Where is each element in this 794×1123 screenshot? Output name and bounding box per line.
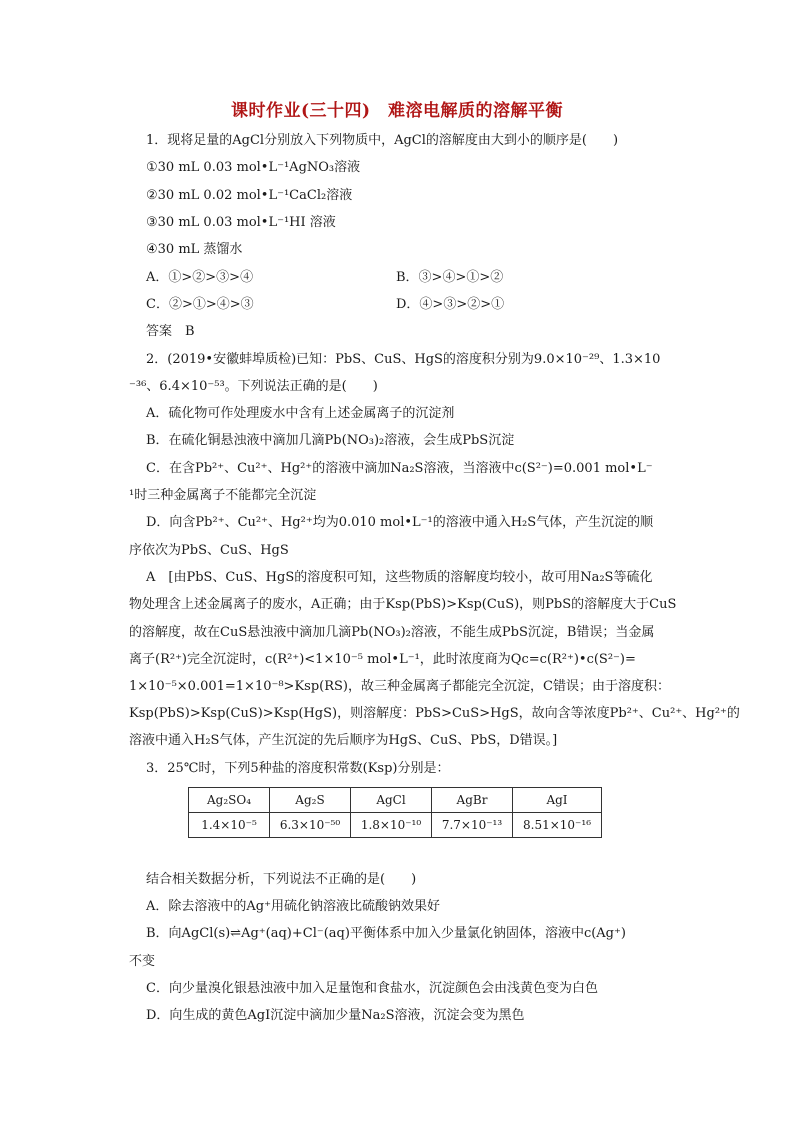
q2-explanation-line: 的溶解度，故在CuS悬浊液中滴加几滴Pb(NO₃)₂溶液，不能生成PbS沉淀，B错误；当金属 bbox=[129, 625, 655, 640]
table-header-cell: AgCl bbox=[351, 788, 432, 813]
q2-option-c-line1: C．在含Pb²⁺、Cu²⁺、Hg²⁺的溶液中滴加Na₂S溶液，当溶液中c(S²⁻)=0.001 mol•L⁻ bbox=[146, 461, 653, 476]
table-cell: 1.8×10⁻¹⁰ bbox=[351, 813, 432, 838]
q3-option-c: C．向少量溴化银悬浊液中加入足量饱和食盐水，沉淀颜色会由浅黄色变为白色 bbox=[146, 981, 598, 996]
q2-explanation-line: 1×10⁻⁵×0.001=1×10⁻⁸>Ksp(RS)，故三种金属离子都能完全沉淀，C错误；由于溶度积： bbox=[129, 679, 670, 694]
q2-option-a: A．硫化物可作处理废水中含有上述金属离子的沉淀剂 bbox=[146, 406, 455, 421]
q2-option-c-line2: ¹时三种金属离子不能都完全沉淀 bbox=[129, 488, 317, 503]
q3-option-a: A．除去溶液中的Ag⁺用硫化钠溶液比硫酸钠效果好 bbox=[146, 899, 440, 914]
page-title: 课时作业(三十四) 难溶电解质的溶解平衡 bbox=[230, 101, 564, 121]
q1-item-2: ②30 mL 0.02 mol•L⁻¹CaCl₂溶液 bbox=[146, 188, 353, 203]
q2-explanation-line: A [由PbS、CuS、HgS的溶度积可知，这些物质的溶解度均较小，故可用Na₂S等硫化 bbox=[146, 570, 653, 585]
table-header-cell: Ag₂S bbox=[270, 788, 351, 813]
table-cell: 1.4×10⁻⁵ bbox=[189, 813, 270, 838]
q3-option-b-line2: 不变 bbox=[129, 954, 156, 969]
table-header-cell: AgBr bbox=[432, 788, 513, 813]
table-header-row bbox=[189, 788, 602, 813]
q2-explanation-line: 离子(R²⁺)完全沉淀时，c(R²⁺)<1×10⁻⁵ mol•L⁻¹，此时浓度商为Qc=c(R²⁺)•c(S²⁻)= bbox=[129, 652, 636, 667]
q2-explanation-line: Ksp(PbS)>Ksp(CuS)>Ksp(HgS)，则溶解度：PbS>CuS>HgS，故向含等浓度Pb²⁺、Cu²⁺、Hg²⁺的 bbox=[129, 706, 740, 721]
q1-option-a: A．①>②>③>④ bbox=[146, 270, 254, 285]
q1-option-d: D．④>③>②>① bbox=[396, 297, 505, 312]
table-header-cell: Ag₂SO₄ bbox=[189, 788, 270, 813]
table-cell: 7.7×10⁻¹³ bbox=[432, 813, 513, 838]
q3-option-d: D．向生成的黄色AgI沉淀中滴加少量Na₂S溶液，沉淀会变为黑色 bbox=[146, 1008, 525, 1023]
q2-option-b: B．在硫化铜悬浊液中滴加几滴Pb(NO₃)₂溶液，会生成PbS沉淀 bbox=[146, 433, 515, 448]
table-cell: 8.51×10⁻¹⁶ bbox=[513, 813, 602, 838]
q1-answer: 答案 B bbox=[146, 324, 195, 339]
q1-item-3: ③30 mL 0.03 mol•L⁻¹HI 溶液 bbox=[146, 215, 336, 230]
q1-option-c: C．②>①>④>③ bbox=[146, 297, 254, 312]
table-cell: 6.3×10⁻⁵⁰ bbox=[270, 813, 351, 838]
q1-stem: 1．现将足量的AgCl分别放入下列物质中，AgCl的溶解度由大到小的顺序是( ) bbox=[146, 133, 619, 148]
q2-explanation-line: 物处理含上述金属离子的废水，A正确；由于Ksp(PbS)>Ksp(CuS)，则PbS的溶解度大于CuS bbox=[129, 597, 677, 612]
q2-stem-line1: 2．(2019•安徽蚌埠质检)已知：PbS、CuS、HgS的溶度积分别为9.0×10⁻²⁹、1.3×10 bbox=[146, 352, 661, 367]
q2-explanation-line: 溶液中通入H₂S气体，产生沉淀的先后顺序为HgS、CuS、PbS，D错误。] bbox=[129, 733, 558, 748]
q3-stem: 3．25℃时，下列5种盐的溶度积常数(Ksp)分别是： bbox=[146, 761, 450, 776]
q1-option-b: B．③>④>①>② bbox=[396, 270, 504, 285]
q3-option-b-line1: B．向AgCl(s)⇌Ag⁺(aq)+Cl⁻(aq)平衡体系中加入少量氯化钠固体，溶液中c(Ag⁺) bbox=[146, 926, 626, 941]
table-row bbox=[189, 813, 602, 838]
q2-option-d-line2: 序依次为PbS、CuS、HgS bbox=[129, 543, 289, 558]
q1-item-1: ①30 mL 0.03 mol•L⁻¹AgNO₃溶液 bbox=[146, 160, 361, 175]
table-header-cell: AgI bbox=[513, 788, 602, 813]
q2-option-d-line1: D．向含Pb²⁺、Cu²⁺、Hg²⁺均为0.010 mol•L⁻¹的溶液中通入H₂S气体，产生沉淀的顺 bbox=[146, 515, 654, 530]
q3-question: 结合相关数据分析，下列说法不正确的是( ) bbox=[146, 872, 417, 887]
ksp-table bbox=[188, 787, 602, 838]
q1-item-4: ④30 mL 蒸馏水 bbox=[146, 242, 243, 257]
q2-stem-line2: ⁻³⁶、6.4×10⁻⁵³。下列说法正确的是( ) bbox=[129, 379, 378, 394]
